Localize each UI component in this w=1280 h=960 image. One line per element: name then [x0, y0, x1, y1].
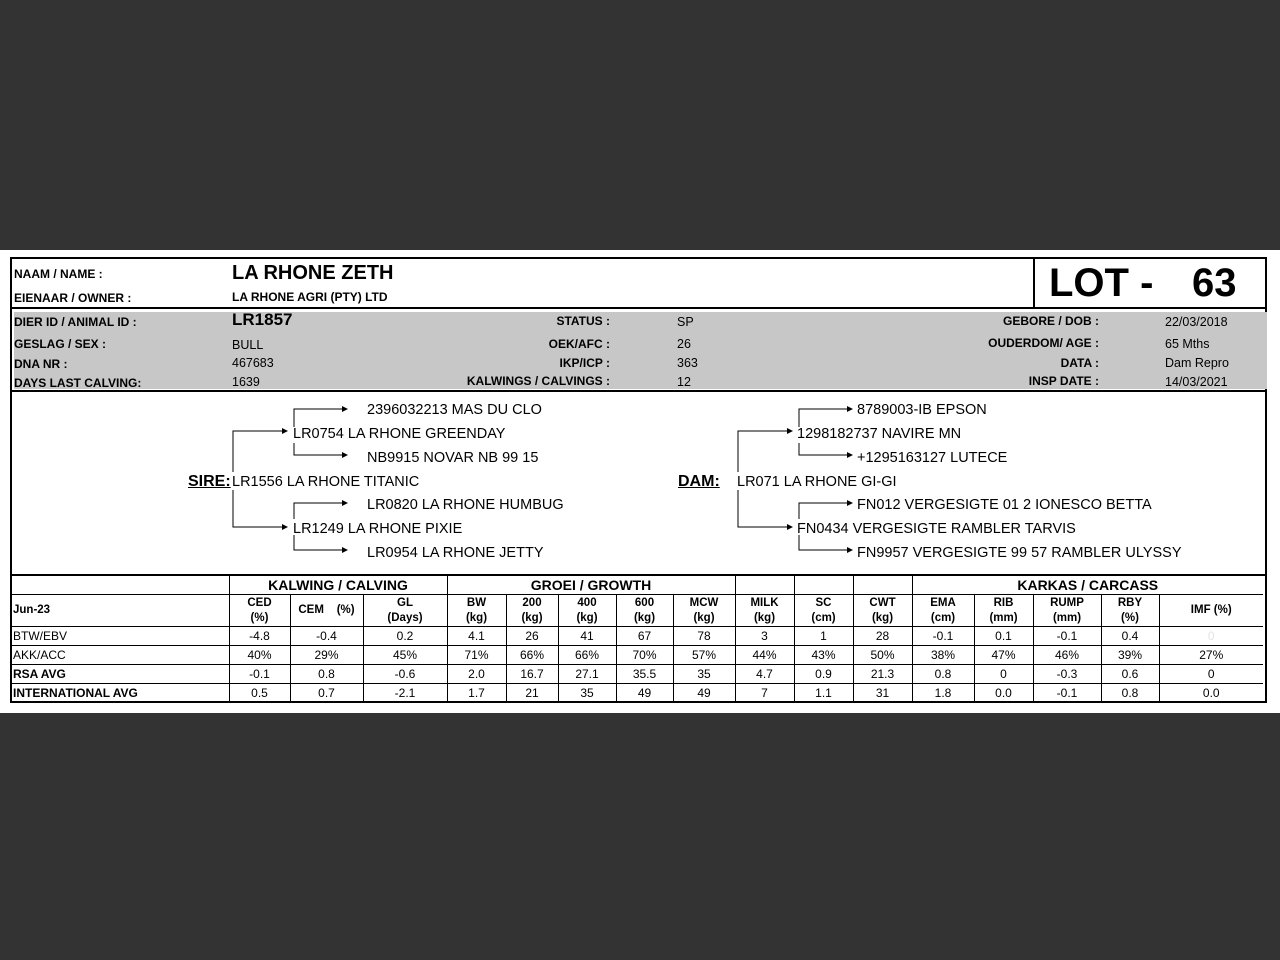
cell: 66%	[558, 646, 616, 665]
connector-sire-sire	[233, 431, 282, 472]
column-header-row	[12, 595, 1263, 627]
calvings-label: KALWINGS / CALVINGS :	[466, 374, 610, 388]
arrow-sire-dam	[282, 524, 288, 530]
cell: 0.5	[229, 684, 290, 703]
icp-label: IKP/ICP :	[559, 356, 610, 370]
cell: 1.8	[912, 684, 974, 703]
pedigree-divider	[12, 574, 1265, 576]
row-international-avg	[12, 684, 1263, 703]
col-cem-unit: (%)	[336, 604, 355, 616]
col-cwt	[853, 595, 912, 627]
connector-sire-dam	[233, 490, 282, 527]
owner-value: LA RHONE AGRI (PTY) LTD	[232, 290, 388, 304]
col-gl	[363, 595, 447, 627]
cell: 0.9	[794, 665, 853, 684]
afc-value: 26	[677, 337, 691, 351]
cell: 0.0	[974, 684, 1033, 703]
cell: 1.7	[447, 684, 506, 703]
cell: 46%	[1033, 646, 1101, 665]
dam-dam: FN0434 VERGESIGTE RAMBLER TARVIS	[797, 521, 1076, 537]
sire-dam: LR1249 LA RHONE PIXIE	[293, 521, 463, 537]
sire-dam-sire: LR0820 LA RHONE HUMBUG	[367, 497, 564, 513]
dna-label: DNA NR :	[14, 357, 68, 371]
col-rby	[1101, 595, 1159, 627]
data-value: Dam Repro	[1165, 356, 1229, 370]
cell: 43%	[794, 646, 853, 665]
group-growth: GROEI / GROWTH	[447, 576, 735, 595]
cell: 47%	[974, 646, 1033, 665]
dob-label: GEBORE / DOB :	[1002, 314, 1099, 328]
sire-dam-dam: LR0954 LA RHONE JETTY	[367, 545, 544, 561]
group-carcass: KARKAS / CARCASS	[912, 576, 1263, 595]
sire: LR1556 LA RHONE TITANIC	[232, 474, 420, 490]
cell: 45%	[363, 646, 447, 665]
cell: -0.1	[1033, 684, 1101, 703]
arrow-sire-dam-sire	[342, 500, 348, 506]
cell: 0	[974, 665, 1033, 684]
cell: 2.0	[447, 665, 506, 684]
cell-imf-ebv: 0	[1159, 627, 1263, 646]
row-label: BTW/EBV	[12, 627, 229, 646]
arrow-sire-dam-dam	[342, 547, 348, 553]
status-label: STATUS :	[556, 314, 610, 328]
cell: 0.6	[1101, 665, 1159, 684]
cell: 28	[853, 627, 912, 646]
cell: 21	[506, 684, 558, 703]
owner-label: EIENAAR / OWNER :	[14, 291, 132, 305]
cell: 49	[616, 684, 673, 703]
col-bw	[447, 595, 506, 627]
cell: 4.7	[735, 665, 794, 684]
name-label: NAAM / NAME :	[14, 267, 103, 281]
cell: -0.6	[363, 665, 447, 684]
cell: 0.7	[290, 684, 363, 703]
cell: 67	[616, 627, 673, 646]
sale-card	[0, 250, 1280, 713]
age-label: OUDERDOM/ AGE :	[988, 336, 1099, 350]
cell: 35.5	[616, 665, 673, 684]
cell: 40%	[229, 646, 290, 665]
icp-value: 363	[677, 356, 698, 370]
col-sc-top: SC	[815, 596, 832, 609]
row-label: AKK/ACC	[12, 646, 229, 665]
arrow-dam-sire-dam	[847, 452, 853, 458]
sire-sire: LR0754 LA RHONE GREENDAY	[293, 426, 506, 442]
dam: LR071 LA RHONE GI-GI	[737, 474, 897, 490]
dam-sire-dam: +1295163127 LUTECE	[857, 450, 1008, 466]
col-200	[506, 595, 558, 627]
cell: 66%	[506, 646, 558, 665]
col-cem-top: CEM	[298, 604, 324, 616]
cell: 0.4	[1101, 627, 1159, 646]
cell: 38%	[912, 646, 974, 665]
cell: 35	[558, 684, 616, 703]
col-rump	[1033, 595, 1101, 627]
breedplan-table	[12, 575, 1263, 702]
cell: -2.1	[363, 684, 447, 703]
col-rby-unit: (%)	[1121, 611, 1139, 624]
cell: 7	[735, 684, 794, 703]
cell: -0.1	[229, 665, 290, 684]
cell: 0.8	[912, 665, 974, 684]
connector-dam-sire-sire	[799, 409, 847, 427]
connector-dam-dam-sire	[799, 503, 847, 519]
col-600-unit: (kg)	[633, 611, 656, 624]
calvings-value: 12	[677, 375, 691, 389]
cell: 0.2	[363, 627, 447, 646]
col-imf	[1159, 595, 1263, 627]
group-blank-cwt	[853, 576, 912, 595]
period-label: Jun-23	[12, 595, 229, 627]
dna-value: 467683	[232, 356, 274, 370]
cell: -0.4	[290, 627, 363, 646]
days-last-calving-label: DAYS LAST CALVING:	[14, 376, 142, 390]
connector-dam-sire-dam	[799, 443, 847, 455]
col-mcw	[673, 595, 735, 627]
col-gl-unit: (Days)	[387, 611, 423, 624]
arrow-dam-dam-dam	[847, 547, 853, 553]
cell: 16.7	[506, 665, 558, 684]
col-sc	[794, 595, 853, 627]
sex-label: GESLAG / SEX :	[14, 337, 107, 351]
group-header-row	[12, 576, 1263, 595]
col-400	[558, 595, 616, 627]
cell: 4.1	[447, 627, 506, 646]
cell: 78	[673, 627, 735, 646]
col-cwt-top: CWT	[869, 596, 896, 609]
cell: 21.3	[853, 665, 912, 684]
animal-id-label: DIER ID / ANIMAL ID :	[14, 315, 137, 329]
col-400-unit: (kg)	[576, 611, 598, 624]
data-label: DATA :	[1060, 356, 1099, 370]
lot-label: LOT -	[1049, 261, 1154, 305]
col-ema-top: EMA	[930, 596, 956, 609]
connector-dam-dam	[738, 490, 787, 527]
col-200-top: 200	[522, 596, 542, 609]
dob-value: 22/03/2018	[1165, 315, 1228, 329]
group-header-blank	[12, 576, 229, 595]
connector-sire-sire-sire	[294, 409, 342, 427]
connector-sire-dam-dam	[294, 535, 342, 550]
cell: -0.1	[912, 627, 974, 646]
cell: 27%	[1159, 646, 1263, 665]
sire-sire-dam: NB9915 NOVAR NB 99 15	[367, 450, 539, 466]
arrow-sire-sire-dam	[342, 452, 348, 458]
arrow-dam-dam-sire	[847, 500, 853, 506]
dam-sire: 1298182737 NAVIRE MN	[797, 426, 962, 442]
cell: 31	[853, 684, 912, 703]
pedigree-connectors	[12, 259, 1265, 579]
afc-label: OEK/AFC :	[548, 337, 610, 351]
connector-sire-dam-sire	[294, 503, 342, 519]
col-cem	[290, 595, 363, 627]
col-ced-top: CED	[247, 596, 272, 609]
row-label: RSA AVG	[12, 665, 229, 684]
age-value: 65 Mths	[1165, 337, 1210, 351]
col-rib-unit: (mm)	[989, 611, 1018, 624]
col-gl-top: GL	[397, 596, 413, 609]
cell: -0.1	[1033, 627, 1101, 646]
animal-id-value: LR1857	[232, 310, 293, 329]
row-acc	[12, 646, 1263, 665]
cell: 0.0	[1159, 684, 1263, 703]
col-mcw-top: MCW	[689, 596, 719, 609]
col-milk-unit: (kg)	[753, 611, 776, 624]
connector-dam-dam-dam	[799, 535, 847, 550]
dam-label: DAM:	[678, 473, 720, 490]
dam-sire-sire: 8789003-IB EPSON	[857, 402, 987, 418]
cell: 3	[735, 627, 794, 646]
col-bw-top: BW	[466, 596, 487, 609]
cell: 0	[1159, 665, 1263, 684]
cell: 49	[673, 684, 735, 703]
cell: 44%	[735, 646, 794, 665]
col-600	[616, 595, 673, 627]
col-imf-top: IMF (%)	[1190, 604, 1232, 616]
cell: 29%	[290, 646, 363, 665]
col-rump-top: RUMP	[1050, 596, 1084, 609]
col-ced-unit: (%)	[250, 611, 269, 624]
col-cwt-unit: (kg)	[871, 611, 894, 624]
days-last-calving-value: 1639	[232, 375, 260, 389]
group-blank-milk	[735, 576, 794, 595]
row-ebv	[12, 627, 1263, 646]
dam-dam-dam: FN9957 VERGESIGTE 99 57 RAMBLER ULYSSY	[857, 545, 1182, 561]
arrow-dam-sire	[787, 428, 793, 434]
group-calving: KALWING / CALVING	[229, 576, 447, 595]
cell: 0.8	[1101, 684, 1159, 703]
cell: 1.1	[794, 684, 853, 703]
col-sc-unit: (cm)	[811, 611, 836, 624]
col-400-top: 400	[577, 596, 597, 609]
col-bw-unit: (kg)	[465, 611, 488, 624]
cell: 39%	[1101, 646, 1159, 665]
connector-sire-sire-dam	[294, 443, 342, 455]
col-600-top: 600	[634, 596, 655, 609]
cell: -0.3	[1033, 665, 1101, 684]
col-milk-top: MILK	[750, 596, 779, 609]
col-ema	[912, 595, 974, 627]
cell: 50%	[853, 646, 912, 665]
col-rby-top: RBY	[1117, 596, 1143, 609]
col-200-unit: (kg)	[521, 611, 543, 624]
lot-number: 63	[1192, 261, 1237, 305]
insp-date-label: INSP DATE :	[1028, 374, 1099, 388]
col-milk	[735, 595, 794, 627]
cell: 70%	[616, 646, 673, 665]
cell: 0.1	[974, 627, 1033, 646]
cell: 26	[506, 627, 558, 646]
cell: 71%	[447, 646, 506, 665]
arrow-dam-sire-sire	[847, 406, 853, 412]
arrow-sire-sire	[282, 428, 288, 434]
sire-sire-sire: 2396032213 MAS DU CLO	[367, 402, 542, 418]
col-ema-unit: (cm)	[930, 611, 956, 624]
row-label: INTERNATIONAL AVG	[12, 684, 229, 703]
col-rib	[974, 595, 1033, 627]
animal-name: LA RHONE ZETH	[232, 262, 394, 284]
col-mcw-unit: (kg)	[693, 611, 715, 624]
insp-date-value: 14/03/2021	[1165, 375, 1228, 389]
arrow-sire-sire-sire	[342, 406, 348, 412]
col-rump-unit: (mm)	[1052, 611, 1082, 624]
cell: 35	[673, 665, 735, 684]
dam-dam-sire: FN012 VERGESIGTE 01 2 IONESCO BETTA	[857, 497, 1152, 513]
status-value: SP	[677, 315, 694, 329]
arrow-dam-dam	[787, 524, 793, 530]
row-rsa-avg	[12, 665, 1263, 684]
card-frame	[10, 257, 1267, 703]
cell: 0.8	[290, 665, 363, 684]
col-rib-top: RIB	[993, 596, 1014, 609]
cell: -4.8	[229, 627, 290, 646]
cell: 41	[558, 627, 616, 646]
group-blank-sc	[794, 576, 853, 595]
cell: 27.1	[558, 665, 616, 684]
cell: 57%	[673, 646, 735, 665]
sex-value: BULL	[232, 338, 264, 352]
col-ced	[229, 595, 290, 627]
cell: 1	[794, 627, 853, 646]
connector-dam-sire	[738, 431, 787, 472]
sire-label: SIRE:	[188, 473, 231, 490]
